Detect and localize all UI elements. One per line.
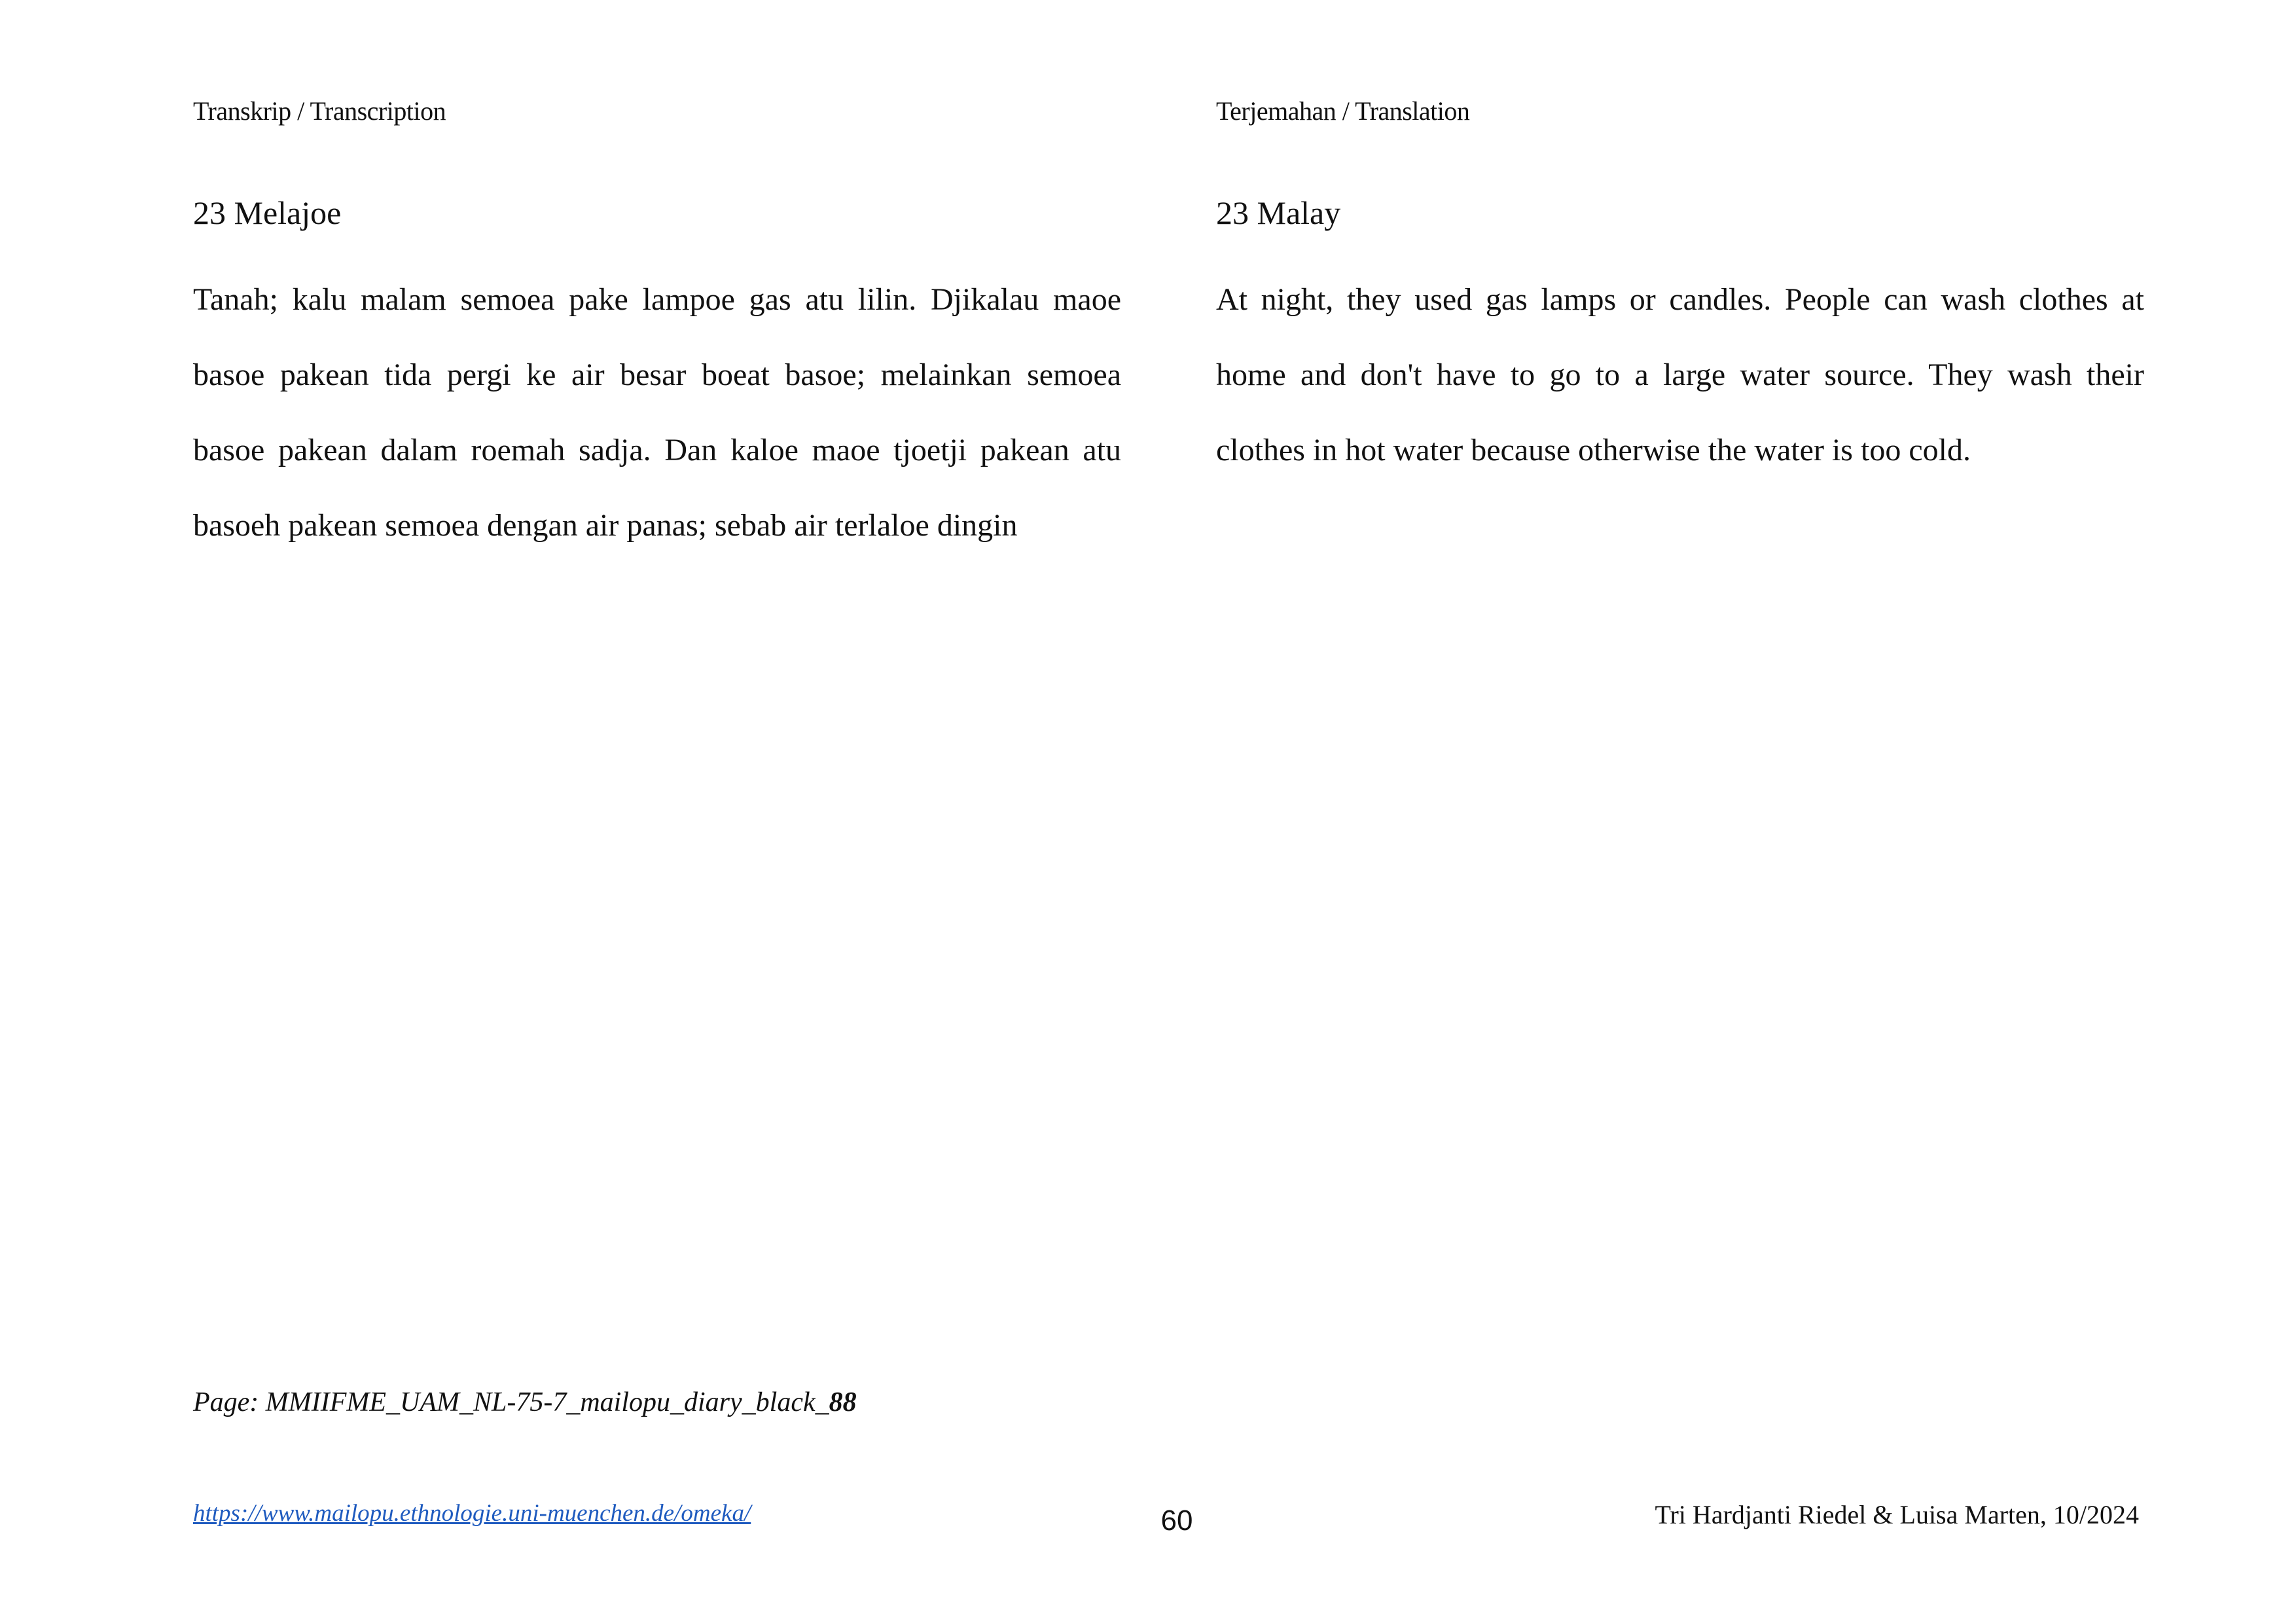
page-reference [193,1387,857,1418]
translation-line: clothes in hot water because otherwise the water is too cold. [1216,433,1971,467]
translation-column-header: Terjemahan / Translation [1216,96,1470,126]
page-reference-prefix: Page: MMIIFME_UAM_NL-75-7_mailopu_diary_black_ [193,1387,829,1417]
transcription-text [193,262,1121,563]
footer-link[interactable]: https://www.mailopu.ethnologie.uni-muenchen.de/omeka/ [193,1500,751,1527]
transcription-line: Tanah; kalu malam semoea pake lampoe gas atu lilin. Djikalau maoe [193,282,1121,317]
page-reference-number: 88 [829,1387,857,1417]
transcription-line: basoeh pakean semoea dengan air panas; sebab air terlaloe dingin [193,508,1018,543]
translation-text [1216,262,2144,488]
transcription-column-header: Transkrip / Transcription [193,96,446,126]
translation-line: At night, they used gas lamps or candles. People can wash clothes at [1216,282,2144,317]
translation-line: home and don't have to go to a large water source. They wash their [1216,357,2144,392]
footer-credit: Tri Hardjanti Riedel & Luisa Marten, 10/2024 [1655,1500,2139,1529]
translation-title: 23 Malay [1216,194,1341,231]
transcription-line: basoe pakean tida pergi ke air besar boeat basoe; melainkan semoea [193,357,1121,392]
transcription-title: 23 Melajoe [193,194,342,231]
page-number: 60 [1160,1504,1193,1537]
transcription-line: basoe pakean dalam roemah sadja. Dan kaloe maoe tjoetji pakean atu [193,433,1121,467]
